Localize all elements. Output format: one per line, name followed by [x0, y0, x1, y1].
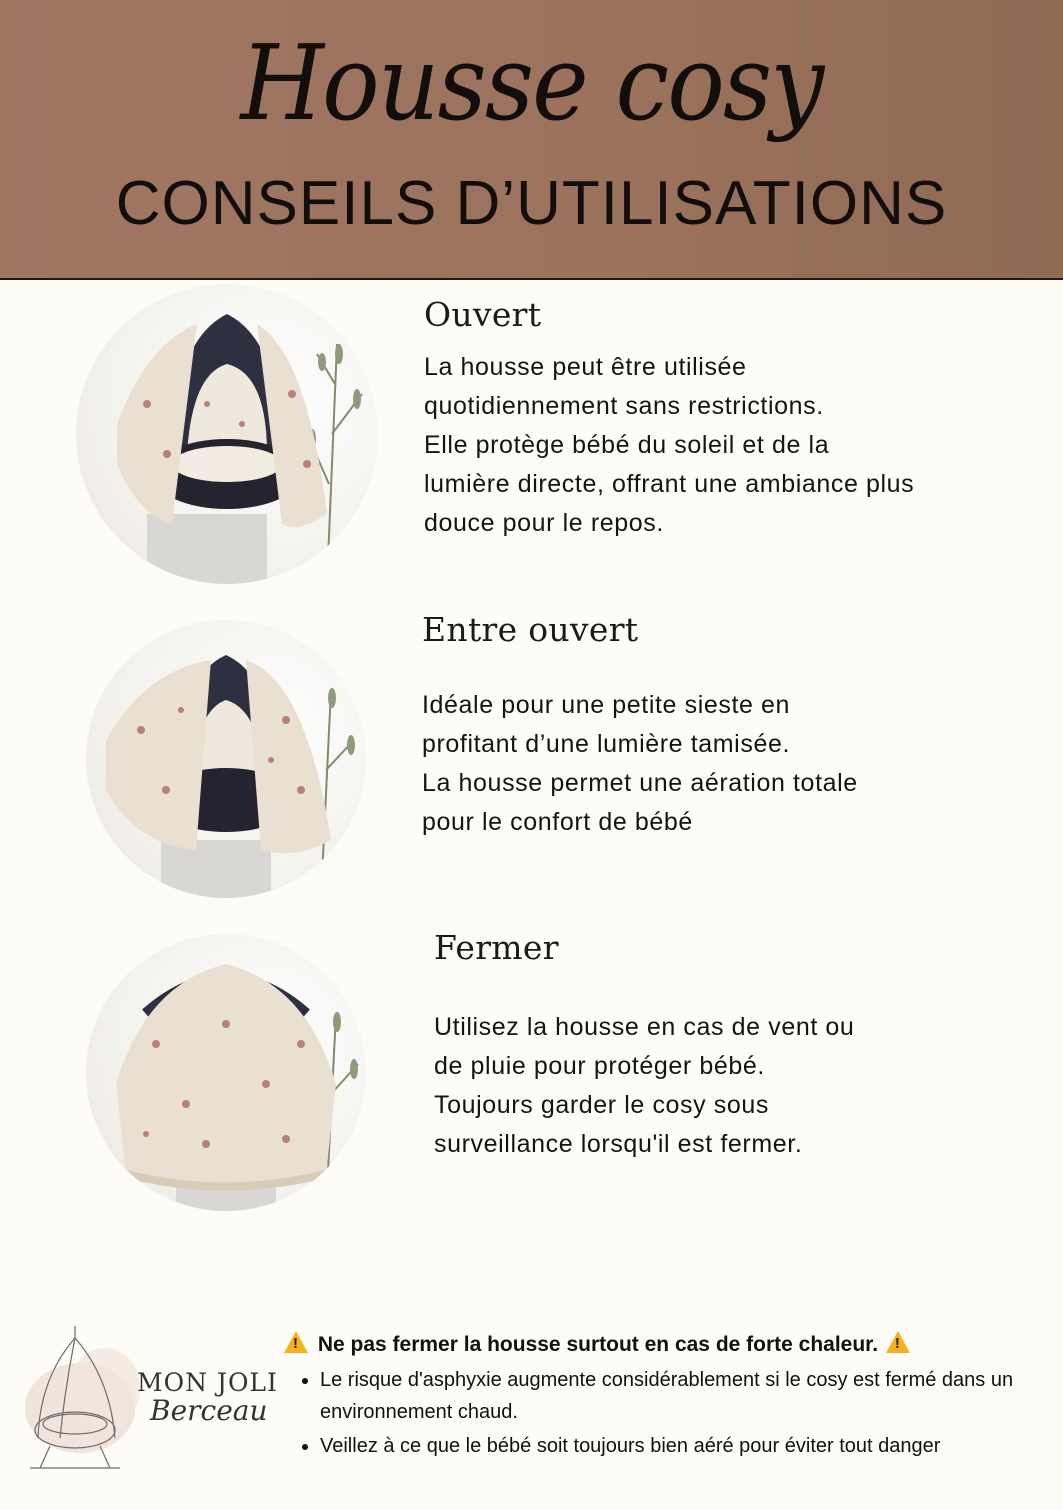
- warning-item: • Veillez à ce que le bébé soit toujours bien aéré pour éviter tout danger: [320, 1430, 1063, 1462]
- warning-icon: [284, 1331, 308, 1353]
- section-title-open: Ouvert: [424, 295, 542, 334]
- warning-title: [282, 1331, 914, 1357]
- photo-cosy-open: [76, 284, 378, 584]
- section-body-open: La housse peut être utilisée quotidiennement sans restrictions. Elle protège bébé du soleil et de la lumière directe, offrant une ambiance plus douce pour le repos.: [424, 353, 915, 537]
- section-body-closed: Utilisez la housse en cas de vent ou de pluie pour protéger bébé. Toujours garder le cosy sous surveillance lorsqu'il est fermer.: [434, 1013, 855, 1158]
- header-banner: [0, 0, 1063, 280]
- page-title-script: Housse cosy: [240, 22, 823, 144]
- warning-icon: [886, 1331, 910, 1353]
- warning-item: • Le risque d'asphyxie augmente considérablement si le cosy est fermé dans un environnement chaud.: [320, 1364, 1063, 1428]
- photo-cosy-closed: [86, 934, 366, 1211]
- section-title-closed: Fermer: [434, 928, 559, 967]
- warning-list: [296, 1364, 1063, 1464]
- photo-cosy-half-open: [86, 620, 366, 898]
- page-subtitle: CONSEILS D’UTILISATIONS: [115, 169, 948, 238]
- section-body-half-open: Idéale pour une petite sieste en profitant d’une lumière tamisée. La housse permet une aération totale pour le confort de bébé: [422, 691, 858, 836]
- section-title-half-open: Entre ouvert: [422, 610, 639, 649]
- warning-title-text: Ne pas fermer la housse surtout en cas de forte chaleur.: [317, 1333, 879, 1356]
- logo-line1: MON JOLI: [137, 1368, 278, 1397]
- logo-line2: Berceau: [150, 1394, 268, 1427]
